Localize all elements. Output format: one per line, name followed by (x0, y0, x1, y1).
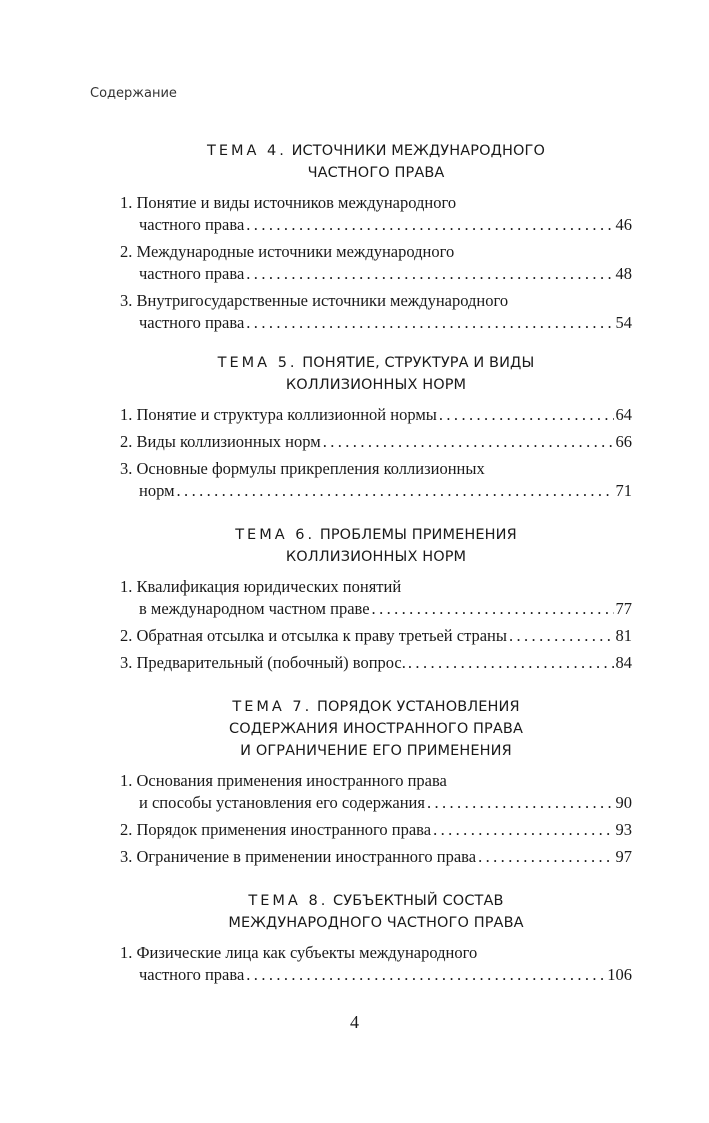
section-title: КОЛЛИЗИОННЫХ НОРМ (285, 377, 467, 393)
toc-section (120, 524, 632, 679)
toc-entry[interactable] (120, 290, 632, 334)
section-heading-line (120, 374, 632, 396)
section-label: ТЕМА 4. (206, 143, 287, 159)
toc-section (120, 352, 632, 507)
page-number: 4 (350, 1012, 359, 1032)
entry-title: 3. Внутригосударственные источники международного (120, 291, 509, 310)
entry-title: 1. Квалификация юридических понятий (120, 577, 402, 596)
entry-title-cont: частного права (139, 264, 245, 283)
section-title: ЧАСТНОГО ПРАВА (307, 165, 445, 181)
entry-page: 97 (615, 847, 632, 866)
section-heading-line (120, 352, 632, 374)
section-heading-line (120, 524, 632, 546)
section-heading-line (120, 162, 632, 184)
section-label: ТЕМА 6. (235, 527, 316, 543)
toc-entry[interactable] (120, 458, 632, 502)
section-title: ПРОБЛЕМЫ ПРИМЕНЕНИЯ (319, 527, 517, 543)
entry-page: 48 (615, 264, 632, 283)
entry-title-cont: частного права (139, 215, 245, 234)
toc-entry[interactable] (120, 770, 632, 814)
entry-title-cont: частного права (139, 313, 245, 332)
section-heading-line (120, 740, 632, 762)
entry-title-cont: норм (139, 481, 175, 500)
section-title: СОДЕРЖАНИЯ ИНОСТРАННОГО ПРАВА (229, 721, 523, 737)
entry-title: 1. Физические лица как субъекты международного (120, 943, 478, 962)
entry-title: 3. Ограничение в применении иностранного права (120, 847, 477, 866)
leader-dots (433, 819, 613, 841)
section-heading-line (120, 696, 632, 718)
running-head: Содержание (90, 86, 177, 101)
section-label: ТЕМА 5. (217, 355, 298, 371)
section-title: ПОНЯТИЕ, СТРУКТУРА И ВИДЫ (302, 355, 535, 371)
toc-entry[interactable] (120, 241, 632, 285)
entry-title: 1. Понятие и виды источников международного (120, 193, 457, 212)
section-title: И ОГРАНИЧЕНИЕ ЕГО ПРИМЕНЕНИЯ (240, 743, 512, 759)
entry-page: 66 (615, 432, 632, 451)
entry-title: 3. Основные формулы прикрепления коллизионных (120, 459, 485, 478)
toc-entry[interactable] (120, 431, 632, 453)
leader-dots (439, 404, 614, 426)
section-heading-line (120, 546, 632, 568)
leader-dots (372, 598, 614, 620)
entry-page: 84 (615, 653, 632, 672)
leader-dots (246, 312, 613, 334)
toc-entry[interactable] (120, 652, 632, 674)
leader-dots (246, 263, 613, 285)
section-heading-line (120, 140, 632, 162)
entry-title: 2. Порядок применения иностранного права (120, 820, 432, 839)
entry-page: 106 (607, 965, 632, 984)
leader-dots (323, 431, 614, 453)
toc-entry[interactable] (120, 576, 632, 620)
entry-title: 1. Понятие и структура коллизионной нормы (120, 405, 437, 424)
toc-entry[interactable] (120, 846, 632, 868)
section-heading-line (120, 890, 632, 912)
toc-entry[interactable] (120, 942, 632, 986)
section-label: ТЕМА 7. (232, 699, 313, 715)
toc-entry[interactable] (120, 625, 632, 647)
section-title: СУБЪЕКТНЫЙ СОСТАВ (333, 893, 504, 909)
entry-title: 3. Предварительный (побочный) вопрос. (120, 653, 406, 672)
entry-title: 2. Международные источники международного (120, 242, 455, 261)
entry-title-cont: в международном частном праве (139, 599, 370, 618)
entry-page: 46 (615, 215, 632, 234)
entry-title-cont: и способы установления его содержания (139, 793, 425, 812)
toc-section (120, 696, 632, 873)
section-heading-line (120, 718, 632, 740)
leader-dots (246, 214, 613, 236)
leader-dots (427, 792, 614, 814)
entry-title: 1. Основания применения иностранного права (120, 771, 447, 790)
entry-page: 71 (615, 481, 632, 500)
toc-entry[interactable] (120, 192, 632, 236)
entry-page: 64 (615, 405, 632, 424)
section-title: ПОРЯДОК УСТАНОВЛЕНИЯ (316, 699, 520, 715)
entry-title: 2. Обратная отсылка и отсылка к праву третьей страны (120, 626, 507, 645)
section-title: ИСТОЧНИКИ МЕЖДУНАРОДНОГО (291, 143, 546, 159)
toc-section (120, 890, 632, 991)
entry-page: 90 (615, 793, 632, 812)
toc-entry[interactable] (120, 404, 632, 426)
toc-entry[interactable] (120, 819, 632, 841)
entry-title-cont: частного права (139, 965, 245, 984)
section-title: КОЛЛИЗИОННЫХ НОРМ (285, 549, 467, 565)
leader-dots (408, 652, 614, 674)
section-label: ТЕМА 8. (248, 893, 329, 909)
leader-dots (509, 625, 614, 647)
entry-title: 2. Виды коллизионных норм (120, 432, 321, 451)
toc-section (120, 140, 632, 339)
leader-dots (177, 480, 614, 502)
entry-page: 77 (615, 599, 632, 618)
section-title: МЕЖДУНАРОДНОГО ЧАСТНОГО ПРАВА (228, 915, 524, 931)
entry-page: 93 (615, 820, 632, 839)
entry-page: 81 (615, 626, 632, 645)
leader-dots (478, 846, 613, 868)
section-heading-line (120, 912, 632, 934)
entry-page: 54 (615, 313, 632, 332)
leader-dots (246, 964, 605, 986)
